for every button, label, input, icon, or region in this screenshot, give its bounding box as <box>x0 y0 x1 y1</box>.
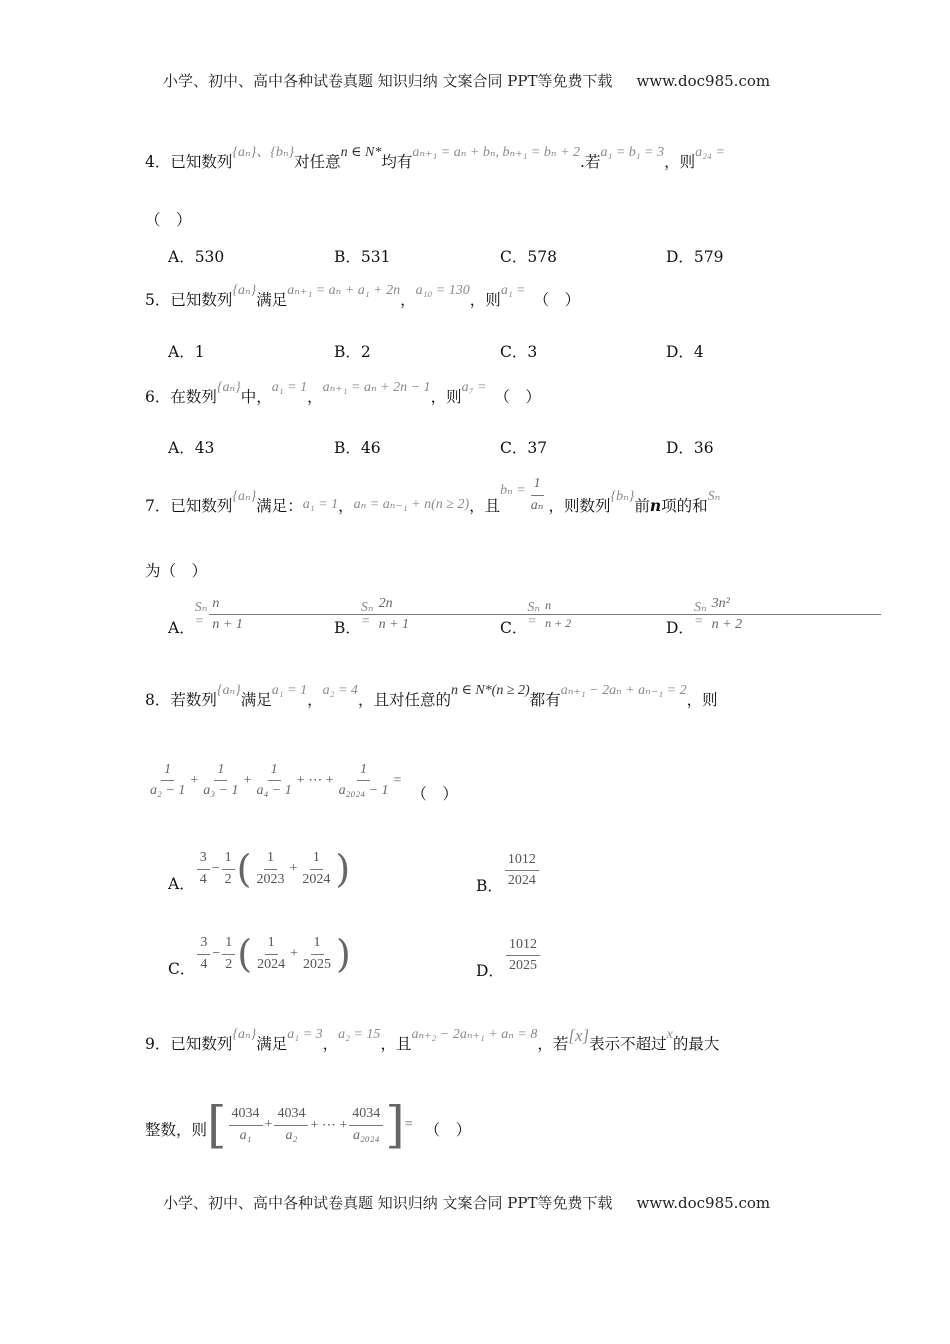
q7-recurrence: aₙ = aₙ₋₁ + n(n ≥ 2) <box>353 497 470 512</box>
q6-recurrence: aₙ₊₁ = aₙ + 2n − 1 <box>322 380 431 395</box>
q9-rbracket: ] <box>385 1096 405 1154</box>
q8-option-a-label: A． <box>168 875 195 893</box>
q8-c-rparen: ) <box>336 932 351 976</box>
q6-option-b[interactable]: B．46 <box>334 439 381 457</box>
q7-bn-denominator: aₙ <box>530 497 544 513</box>
q9-equals: = <box>404 1117 413 1132</box>
q9-text-3: ，若 <box>537 1035 569 1053</box>
q8-option-d-label: D． <box>476 961 504 980</box>
q8-c-frac-4 <box>300 935 334 972</box>
q8-term-4-num: 1 <box>357 762 370 781</box>
q4-target: a₂₄ = <box>695 145 725 160</box>
q8-c-frac-4-num: 1 <box>311 935 324 954</box>
q6-initial: a₁ = 1 <box>271 380 308 395</box>
q9-sep: ， <box>322 1035 339 1053</box>
question-6 <box>145 380 541 407</box>
q7-option-b[interactable] <box>334 596 500 637</box>
q8-c-frac-2 <box>222 935 235 972</box>
q6-text-2: ，则 <box>430 388 462 406</box>
q6-number: 6．在数列 <box>145 388 217 406</box>
q8-d-num: 1012 <box>506 937 540 956</box>
q8-b-fraction <box>505 852 539 889</box>
q8-a-frac-2-den: 2 <box>224 871 232 887</box>
q5-target: a₁ = <box>500 283 526 298</box>
q8-b-den: 2024 <box>507 873 536 889</box>
q8-c-frac-2-den: 2 <box>225 956 233 972</box>
q8-a-rparen: ) <box>335 847 351 891</box>
q8-c-frac-4-den: 2025 <box>303 956 332 972</box>
q6-option-a[interactable]: A．43 <box>168 439 215 457</box>
q7-option-c-lhs: Sₙ = <box>527 599 541 629</box>
q7-option-d-lhs: Sₙ = <box>693 599 707 629</box>
question-7 <box>145 470 720 540</box>
q9-line-2-text: 整数，则 <box>145 1121 208 1139</box>
q6-text-1: 中， <box>240 388 272 406</box>
q8-a-frac-1-num: 3 <box>197 850 210 869</box>
q5-text-1: 满足 <box>256 291 288 309</box>
q7-sequence-b: {bₙ} <box>610 489 635 504</box>
q8-recurrence: aₙ₊₁ − 2aₙ + aₙ₋₁ = 2 <box>560 683 687 698</box>
q7-option-d-den: n + 2 <box>711 617 743 633</box>
q7-option-c-label: C． <box>500 618 528 637</box>
q8-term-3-num: 1 <box>268 762 281 781</box>
q9-plus: + <box>264 1117 273 1132</box>
q7-option-d-fraction <box>709 596 875 633</box>
q8-option-c-label: C． <box>168 960 196 978</box>
q8-option-a[interactable] <box>168 847 351 893</box>
q7-option-b-lhs: Sₙ = <box>360 599 374 629</box>
q4-text-4: ，则 <box>664 153 696 171</box>
q7-number: 7．已知数列 <box>145 497 233 515</box>
q7-option-b-label: B． <box>334 618 361 637</box>
q8-number: 8．若数列 <box>145 691 217 709</box>
q8-a-frac-4 <box>299 850 333 887</box>
q9-text-5: 的最大 <box>672 1035 720 1053</box>
q9-a1: a₁ = 3 <box>287 1027 323 1042</box>
q8-c-frac-2-num: 1 <box>222 935 235 954</box>
q8-d-fraction <box>506 937 540 974</box>
q9-term-3 <box>349 1106 383 1143</box>
q5-number: 5．已知数列 <box>145 291 233 309</box>
q7-sep: ， <box>338 497 354 515</box>
q8-option-c[interactable] <box>168 932 351 978</box>
q8-term-1 <box>147 762 188 799</box>
q5-option-c[interactable]: C．3 <box>500 343 538 361</box>
q7-option-a[interactable] <box>168 596 334 637</box>
q8-term-1-den: a₂ − 1 <box>150 783 186 799</box>
q7-options <box>168 596 868 637</box>
q9-text-2: ，且 <box>380 1035 412 1053</box>
q7-bn-lhs: bₙ = <box>500 483 526 498</box>
q5-value: a₁₀ = 130 <box>415 283 470 298</box>
q9-x: x <box>666 1027 673 1042</box>
q8-term-4-den: a₂₀₂₄ − 1 <box>338 783 389 799</box>
q8-term-2-den: a₃ − 1 <box>203 783 239 799</box>
q8-plus-2: + <box>243 772 252 788</box>
q7-option-c-den: n + 2 <box>545 616 572 631</box>
q8-option-b-label: B． <box>476 876 503 895</box>
q8-a2: a₂ = 4 <box>322 683 358 698</box>
q9-term-2 <box>274 1106 308 1143</box>
page-header <box>163 70 770 91</box>
q8-a-frac-1-den: 4 <box>199 871 207 887</box>
q7-text-1: 满足： <box>256 497 303 515</box>
q7-line-2: 为（ ） <box>145 562 208 580</box>
q9-term-1 <box>229 1106 263 1143</box>
q7-option-a-lhs: Sₙ = <box>194 599 208 629</box>
q6-options <box>168 436 868 458</box>
q4-sequences: {aₙ}、{bₙ} <box>232 145 295 160</box>
q9-floor: [x] <box>568 1025 590 1045</box>
q7-sequence: {aₙ} <box>232 489 257 504</box>
footer-url[interactable]: www.doc985.com <box>636 1194 771 1212</box>
q4-text-3: .若 <box>580 153 601 171</box>
q8-term-3-den: a₄ − 1 <box>256 783 292 799</box>
q5-option-b[interactable]: B．2 <box>334 343 371 361</box>
q8-a-frac-1 <box>197 850 210 887</box>
q5-sequence: {aₙ} <box>232 283 257 298</box>
q8-d-den: 2025 <box>508 958 537 974</box>
q8-a-frac-2-num: 1 <box>222 850 235 869</box>
q6-sequence: {aₙ} <box>216 380 241 395</box>
q7-option-b-den: n + 1 <box>378 617 410 633</box>
q9-term-2-den: a₂ <box>285 1127 298 1143</box>
q7-sn: Sₙ <box>707 489 721 504</box>
q8-option-b[interactable] <box>476 852 541 895</box>
q8-plus-1: + <box>190 772 199 788</box>
q8-c-frac-3-num: 1 <box>265 935 278 954</box>
q9-term-3-num: 4034 <box>349 1106 383 1125</box>
q8-a-lparen: ( <box>236 847 252 891</box>
q6-option-d[interactable]: D．36 <box>666 439 714 457</box>
header-url[interactable]: www.doc985.com <box>636 72 771 90</box>
q8-a-minus: − <box>211 861 220 876</box>
q9-sequence: {aₙ} <box>232 1027 257 1042</box>
q8-text-1: 满足 <box>240 691 272 709</box>
q4-text-1: 对任意 <box>294 153 341 171</box>
q6-target: a₇ = <box>461 380 487 395</box>
question-5 <box>145 283 581 310</box>
q8-c-frac-1-num: 3 <box>197 935 210 954</box>
question-8 <box>145 683 718 710</box>
q8-text-4: ，则 <box>686 691 718 709</box>
q9-text-1: 满足 <box>256 1035 288 1053</box>
q9-line-2 <box>145 1096 472 1154</box>
q7-option-d[interactable] <box>666 596 832 637</box>
q8-term-3 <box>253 762 294 799</box>
q8-c-frac-1 <box>197 935 210 972</box>
q4-number: 4．已知数列 <box>145 153 233 171</box>
q6-sep: ， <box>307 388 323 406</box>
q6-option-c[interactable]: C．37 <box>500 439 548 457</box>
q8-option-d[interactable] <box>476 937 542 980</box>
q8-a-frac-2 <box>222 850 235 887</box>
q9-term-2-num: 4034 <box>274 1106 308 1125</box>
q9-dots: + ⋯ + <box>310 1117 348 1133</box>
q8-term-2 <box>200 762 241 799</box>
q8-c-lparen: ( <box>237 932 253 976</box>
q8-a-frac-3 <box>253 850 287 887</box>
q8-a-plus: + <box>289 861 298 876</box>
q7-option-c-num: n <box>542 599 714 616</box>
q5-option-d[interactable]: D．4 <box>666 343 704 361</box>
q7-text-3: ，则数列 <box>548 497 611 515</box>
q4-option-c[interactable]: C．578 <box>500 248 557 266</box>
q4-options <box>168 245 868 267</box>
q7-bn-fraction <box>528 476 547 513</box>
q7-option-a-label: A． <box>168 618 195 637</box>
q8-a1: a₁ = 1 <box>271 683 308 698</box>
q8-c-frac-3-den: 2024 <box>257 956 286 972</box>
q8-b-num: 1012 <box>505 852 539 871</box>
q5-sep: ， <box>400 291 416 309</box>
footer-text: 小学、初中、高中各种试卷真题 知识归纳 文案合同 PPT等免费下载 <box>163 1194 613 1212</box>
q6-answer-paren: （ ） <box>494 388 541 406</box>
question-4 <box>145 145 725 172</box>
q4-answer-paren: （ ） <box>145 211 192 229</box>
q8-equals: = <box>393 772 402 788</box>
q5-option-a[interactable]: A．1 <box>168 343 205 361</box>
q7-option-d-num: 3n² <box>709 596 881 615</box>
q9-a2: a₂ = 15 <box>338 1027 381 1042</box>
q8-a-frac-4-num: 1 <box>310 850 323 869</box>
q4-option-b[interactable]: B．531 <box>334 248 391 266</box>
q9-term-1-den: a₁ <box>239 1127 252 1143</box>
q8-sep: ， <box>307 691 323 709</box>
page-footer <box>163 1192 770 1213</box>
q8-text-2: ，且对任意的 <box>357 691 451 709</box>
q8-condition: n ∈ N*(n ≥ 2) <box>450 683 530 698</box>
q8-term-2-num: 1 <box>214 762 227 781</box>
q7-option-a-den: n + 1 <box>212 617 243 633</box>
q8-c-plus: + <box>290 946 299 961</box>
q7-option-c[interactable] <box>500 597 666 637</box>
q9-number: 9．已知数列 <box>145 1035 233 1053</box>
q9-answer-paren: （ ） <box>424 1121 472 1139</box>
header-text: 小学、初中、高中各种试卷真题 知识归纳 文案合同 PPT等免费下载 <box>163 72 613 90</box>
q7-n: n <box>649 495 662 515</box>
q9-term-1-num: 4034 <box>229 1106 263 1125</box>
q9-term-3-den: a₂₀₂₄ <box>353 1127 380 1143</box>
q8-c-minus: − <box>212 946 221 961</box>
q7-initial: a₁ = 1 <box>302 497 339 512</box>
q7-text-4: 前 <box>634 497 650 515</box>
q7-option-a-num: n <box>209 596 381 615</box>
q8-a-frac-4-den: 2024 <box>302 871 331 887</box>
q8-dots: + ⋯ + <box>296 773 334 789</box>
q8-text-3: 都有 <box>529 691 561 709</box>
q8-sequence: {aₙ} <box>216 683 241 698</box>
q5-answer-paren: （ ） <box>533 291 581 309</box>
q4-initial: a₁ = b₁ = 3 <box>600 145 665 160</box>
q4-condition: n ∈ N* <box>340 145 382 160</box>
q8-c-frac-1-den: 4 <box>200 956 208 972</box>
q7-option-d-label: D． <box>666 618 694 637</box>
q5-text-2: ，则 <box>469 291 501 309</box>
q8-answer-paren: （ ） <box>411 784 458 803</box>
q8-term-1-num: 1 <box>161 762 174 781</box>
q8-a-frac-3-num: 1 <box>264 850 277 869</box>
q8-a-frac-3-den: 2023 <box>256 871 285 887</box>
q9-recurrence: aₙ₊₂ − 2aₙ₊₁ + aₙ = 8 <box>411 1027 538 1042</box>
q8-sum-expression <box>145 762 458 803</box>
q4-option-d[interactable]: D．579 <box>666 248 724 266</box>
q8-c-frac-3 <box>254 935 288 972</box>
q4-text-2: 均有 <box>381 153 413 171</box>
question-9 <box>145 1025 720 1054</box>
q8-term-4 <box>336 762 392 799</box>
q9-text-4: 表示不超过 <box>589 1035 667 1053</box>
q5-options <box>168 340 868 362</box>
q4-recurrence: aₙ₊₁ = aₙ + bₙ, bₙ₊₁ = bₙ + 2 <box>412 145 581 160</box>
q7-option-b-num: 2n <box>376 596 548 615</box>
q4-option-a[interactable]: A．530 <box>168 248 225 266</box>
q7-text-5: 项的和 <box>661 497 708 515</box>
q5-recurrence: aₙ₊₁ = aₙ + a₁ + 2n <box>287 283 401 298</box>
q9-lbracket: [ <box>207 1096 227 1154</box>
q7-text-2: ，且 <box>469 497 501 515</box>
q7-bn-numerator: 1 <box>531 476 544 495</box>
